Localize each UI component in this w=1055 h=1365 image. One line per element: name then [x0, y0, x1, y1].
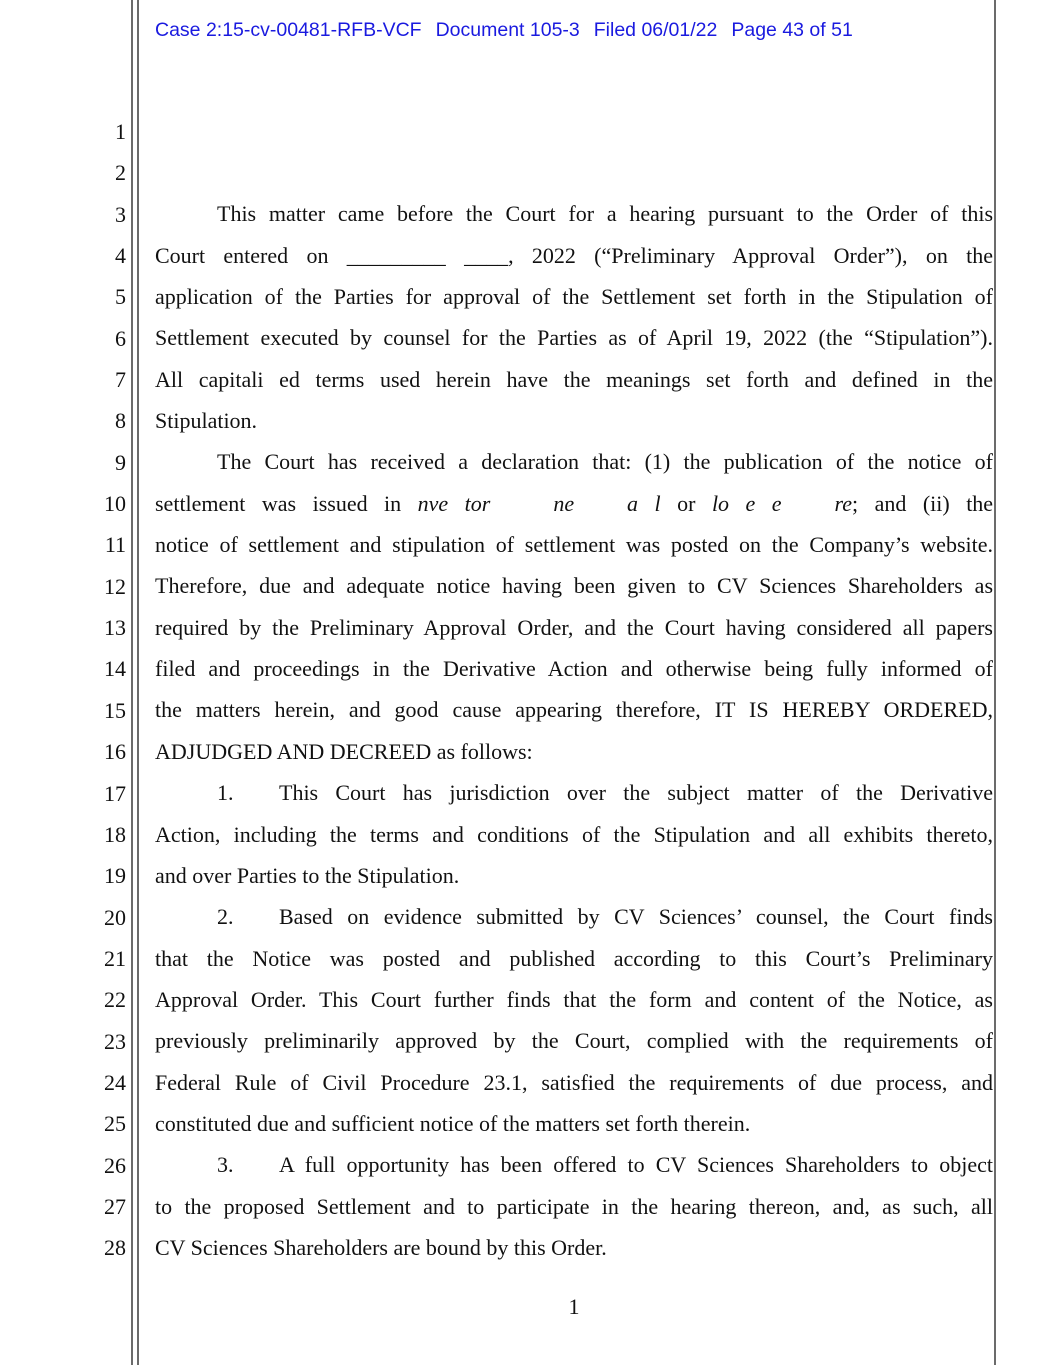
- text-line: constituted due and sufficient notice of the matters set forth therein.: [155, 1110, 751, 1136]
- paragraph-number: 1.: [217, 780, 234, 806]
- right-margin-rule: [994, 0, 996, 1365]
- text-span: This Court has jurisdiction over the subject matter of the Derivative: [279, 780, 993, 806]
- line-number: 4: [115, 243, 126, 269]
- text-line: [155, 772, 993, 813]
- line-number: 28: [104, 1235, 126, 1261]
- text-line: Action, including the terms and conditions of the Stipulation and all exhibits thereto,: [155, 821, 993, 847]
- paragraph-number: 2.: [217, 904, 234, 930]
- line-number: 3: [115, 201, 126, 227]
- line-number: 9: [115, 449, 126, 475]
- line-number: 8: [115, 408, 126, 434]
- text-span: or: [677, 490, 696, 516]
- numbered-paragraph-1: [155, 772, 993, 896]
- line-number: 2: [115, 160, 126, 186]
- line-number: 11: [104, 532, 126, 558]
- text-line: [155, 1144, 993, 1185]
- italic-publication-fragment: nve tor: [417, 490, 491, 516]
- text-line: All capitali ed terms used herein have the meanings set forth and defined in the: [155, 366, 993, 392]
- paragraph-number: 3.: [217, 1152, 234, 1178]
- text-line: Settlement executed by counsel for the Parties as of April 19, 2022 (the “Stipulation”).: [155, 325, 993, 351]
- line-number: 17: [104, 780, 126, 806]
- line-number: 21: [104, 945, 126, 971]
- italic-publication-fragment: a l: [627, 490, 661, 516]
- text-span: ; and (ii) the: [852, 490, 993, 516]
- line-number: 7: [115, 367, 126, 393]
- paragraph-notice: [155, 441, 993, 772]
- italic-publication-fragment: lo e e: [711, 490, 782, 516]
- text-line: the matters herein, and good cause appearing therefore, IT IS HEREBY ORDERED,: [155, 697, 993, 723]
- page-of-total: Page 43 of 51: [731, 19, 853, 41]
- page-number-footer: 1: [568, 1294, 580, 1319]
- left-margin-rule-inner: [137, 0, 139, 1365]
- left-margin-rule: [131, 0, 133, 1365]
- line-number: 1: [115, 119, 126, 144]
- text-line: [155, 483, 993, 524]
- line-number: 20: [104, 904, 126, 930]
- text-span: A full opportunity has been offered to CV Sciences Shareholders to object: [279, 1152, 993, 1178]
- line-number: 6: [115, 325, 126, 351]
- ecf-header: [155, 19, 867, 42]
- text-line: Stipulation.: [155, 408, 258, 434]
- line-number: 26: [104, 1152, 126, 1178]
- document-number: Document 105-3: [435, 19, 580, 41]
- line-number: 5: [115, 284, 126, 310]
- text-line: Federal Rule of Civil Procedure 23.1, satisfied the requirements of due process, and: [155, 1069, 993, 1095]
- line-number: 13: [104, 615, 126, 641]
- italic-publication-fragment: re: [834, 490, 853, 516]
- line-number: 10: [104, 491, 126, 517]
- text-span: settlement was issued in: [155, 490, 402, 516]
- text-line: Approval Order. This Court further finds that the form and content of the Notice, as: [155, 986, 993, 1012]
- text-line: required by the Preliminary Approval Order, and the Court having considered all papers: [155, 614, 993, 640]
- line-number: 12: [104, 573, 126, 599]
- line-number: 27: [104, 1193, 126, 1219]
- text-line: This matter came before the Court for a hearing pursuant to the Order of this: [217, 201, 993, 227]
- text-line: and over Parties to the Stipulation.: [155, 862, 460, 888]
- text-line: notice of settlement and stipulation of settlement was posted on the Company’s website.: [155, 532, 993, 558]
- line-number: 25: [104, 1111, 126, 1137]
- text-span: Based on evidence submitted by CV Sciences’ counsel, the Court finds: [279, 904, 993, 930]
- text-line: ADJUDGED AND DECREED as follows:: [155, 738, 533, 764]
- text-line: to the proposed Settlement and to participate in the hearing thereon, and, as such, all: [155, 1193, 993, 1219]
- text-line: application of the Parties for approval of the Settlement set forth in the Stipulation of: [155, 284, 993, 310]
- line-number: 14: [104, 656, 126, 682]
- text-line: CV Sciences Shareholders are bound by this Order.: [155, 1234, 607, 1260]
- line-number: 19: [104, 863, 126, 889]
- line-number: 22: [104, 987, 126, 1013]
- line-numbers: [90, 116, 126, 1274]
- text-line: filed and proceedings in the Derivative Action and otherwise being fully informed of: [155, 656, 993, 682]
- text-line: previously preliminarily approved by the Court, complied with the requirements of: [155, 1028, 993, 1054]
- line-number: 24: [104, 1069, 126, 1095]
- text-line: The Court has received a declaration that: (1) the publication of the notice of: [217, 449, 993, 475]
- line-number: 16: [104, 739, 126, 765]
- line-number: 23: [104, 1028, 126, 1054]
- text-line: that the Notice was posted and published according to this Court’s Preliminary: [155, 945, 993, 971]
- text-line: Therefore, due and adequate notice having been given to CV Sciences Shareholders as: [155, 573, 993, 599]
- filed-date: Filed 06/01/22: [593, 19, 718, 41]
- text-line: [155, 896, 993, 937]
- document-body: [155, 152, 993, 1268]
- numbered-paragraph-2: [155, 896, 993, 1144]
- line-number: 18: [104, 821, 126, 847]
- italic-publication-fragment: ne: [553, 490, 575, 516]
- line-number: 15: [104, 697, 126, 723]
- numbered-paragraph-3: [155, 1144, 993, 1268]
- text-line: Court entered on _________ ____, 2022 (“Preliminary Approval Order”), on the: [155, 242, 993, 268]
- paragraph-preamble: [155, 193, 993, 441]
- blank-line: [155, 152, 993, 193]
- case-number: Case 2:15-cv-00481-RFB-VCF: [155, 19, 422, 41]
